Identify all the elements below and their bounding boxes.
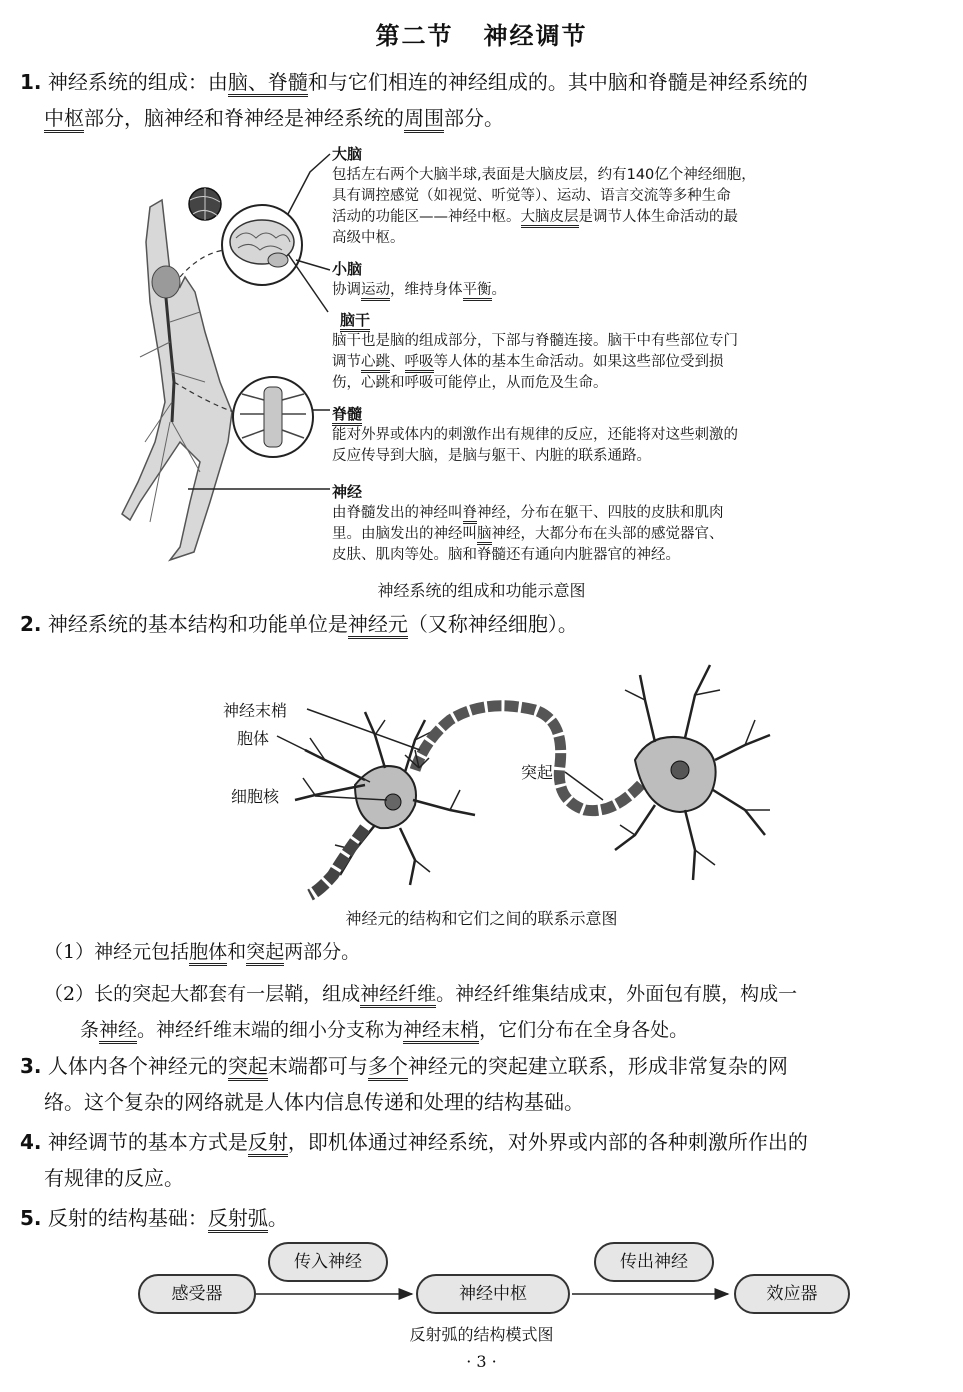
paragraph-3 [20,1048,948,1120]
answer-underline: 平衡 [463,282,492,301]
answer-underline: 大脑皮层 [521,209,579,228]
nerve-center-box: 神经中枢 [416,1274,570,1314]
text: 络。这个复杂的网络就是人体内信息传递和处理的结构基础。 [44,1090,584,1114]
reflex-arc-diagram [0,1236,963,1320]
answer-underline: 脊 [463,505,478,524]
text: 、 [390,354,405,370]
text: 神经，分布在躯干、四肢的皮肤和肌肉 [477,505,724,521]
answer-underline: 神经 [99,1019,137,1044]
afferent-nerve-box: 传入神经 [268,1242,388,1282]
answer-underline: 中枢 [44,106,84,133]
text: 神经系统的基本结构和功能单位是 [47,612,348,636]
text: 包括左右两个大脑半球,表面是大脑皮层，约有140亿个神经细胞， [332,167,756,183]
cerebellum-annotation [332,259,506,301]
paragraph-1 [20,64,948,136]
sub-item-1 [44,934,948,970]
text: （2）长的突起大都套有一层鞘，组成 [44,983,361,1005]
nervous-system-figure [110,142,880,572]
figure-1-caption: 神经系统的组成和功能示意图 [377,581,586,600]
text: （又称神经细胞）。 [407,612,578,636]
brain-title: 大脑 [332,145,363,163]
efferent-nerve-box: 传出神经 [594,1242,714,1282]
text: 里。由脑发出的神经叫 [332,526,477,542]
brain-annotation [332,144,756,249]
text: ，它们分布在全身各处。 [479,1019,689,1041]
answer-underline: 突起 [228,1054,268,1081]
text: 和与它们相连的神经组成的。其中脑和脊髓是神经系统的 [307,70,808,94]
section-number: 第二节 [375,22,454,50]
paragraph-2 [20,606,948,642]
text: 。神经纤维末端的细小分支称为 [137,1019,404,1041]
text: 具有调控感觉（如视觉、听觉等）、运动、语言交流等多种生命 [332,188,731,204]
text: 脑干也是脑的组成部分，下部与脊髓连接。脑干中有些部位专门 [332,333,738,349]
text: 由脊髓发出的神经叫 [332,505,463,521]
label-nucleus: 细胞核 [231,787,280,806]
text: 末端都可与 [267,1054,368,1078]
text: 。 [267,1206,288,1230]
text: 和 [227,941,247,963]
item-number: 4. [20,1130,42,1154]
text: 部分，脑神经和脊神经是神经系统的 [84,106,404,130]
page-number-value: 3 [476,1352,487,1371]
text: 条 [80,1019,100,1041]
text: ，即机体通过神经系统，对外界或内部的各种刺激所作出的 [287,1130,808,1154]
page-number: · 3 · [466,1352,497,1371]
answer-underline: 神经元 [348,612,408,639]
neuron-figure [215,650,775,902]
text: 。神经纤维集结成束，外面包有膜，构成一 [436,983,798,1005]
text: 皮肤、肌肉等处。脑和脊髓还有通向内脏器官的神经。 [332,547,680,563]
answer-underline: 周围 [404,106,444,133]
nerve-annotation [332,482,724,566]
spinal-cord-annotation [332,404,738,467]
item-number: 2. [20,612,42,636]
paragraph-5 [20,1200,948,1236]
brainstem-annotation [332,310,738,394]
text: 等人体的基本生命活动。如果这些部位受到损 [433,354,724,370]
answer-underline: 神经末梢 [403,1019,479,1044]
answer-underline: 多个 [368,1054,408,1081]
neuron-illustration [215,650,775,902]
answer-underline: 脑、脊髓 [228,70,308,97]
paragraph-4 [20,1124,948,1196]
text: （1）神经元包括 [44,941,190,963]
text: ，维持身体 [390,282,463,298]
item-number: 5. [20,1206,42,1230]
section-topic: 神经调节 [483,22,588,50]
figure-2-caption: 神经元的结构和它们之间的联系示意图 [345,909,618,928]
item-number: 1. [20,70,42,94]
text: 神经调节的基本方式是 [47,1130,248,1154]
item-number: 3. [20,1054,42,1078]
text: 两部分。 [284,941,361,963]
sub-item-2 [44,976,948,1048]
answer-underline: 神经纤维 [360,983,436,1008]
text: 。 [491,282,506,298]
answer-underline: 反射 [248,1130,288,1157]
label-nerve-terminal: 神经末梢 [223,701,288,720]
answer-underline: 突起 [246,941,284,966]
label-process: 突起 [521,763,554,782]
text: 是调节人体生命活动的最 [578,209,738,225]
text: 活动的功能区——神经中枢。 [332,209,521,225]
text: 反射的结构基础： [47,1206,208,1230]
answer-underline: 呼吸 [405,354,434,373]
answer-underline: 心跳 [361,354,390,373]
text: 能对外界或体内的刺激作出有规律的反应，还能将对这些刺激的 [332,427,738,443]
cerebellum-title: 小脑 [332,260,363,278]
figure-3-caption: 反射弧的结构模式图 [409,1325,554,1344]
answer-underline: 运动 [361,282,390,301]
spinal-cord-title: 脊髓 [332,405,362,426]
nerve-title: 神经 [332,483,363,501]
brainstem-title: 脑干 [340,311,370,332]
answer-underline: 脑 [477,526,492,545]
text: 反应传导到大脑，是脑与躯干、内脏的联系通路。 [332,448,651,464]
text: 协调 [332,282,361,298]
text: 伤，心跳和呼吸可能停止，从而危及生命。 [332,375,608,391]
text: 神经元的突起建立联系，形成非常复杂的网 [407,1054,788,1078]
text: 调节 [332,354,361,370]
receptor-box: 感受器 [138,1274,256,1314]
text: 有规律的反应。 [44,1166,184,1190]
text: 高级中枢。 [332,230,405,246]
page-title [0,16,963,51]
answer-underline: 胞体 [189,941,227,966]
effector-box: 效应器 [734,1274,850,1314]
text: 部分。 [444,106,504,130]
text: 神经系统的组成：由 [47,70,228,94]
answer-underline: 反射弧 [208,1206,268,1233]
label-cell-body: 胞体 [237,729,270,748]
text: 人体内各个神经元的 [47,1054,228,1078]
text: 神经，大都分布在头部的感觉器官、 [491,526,724,542]
